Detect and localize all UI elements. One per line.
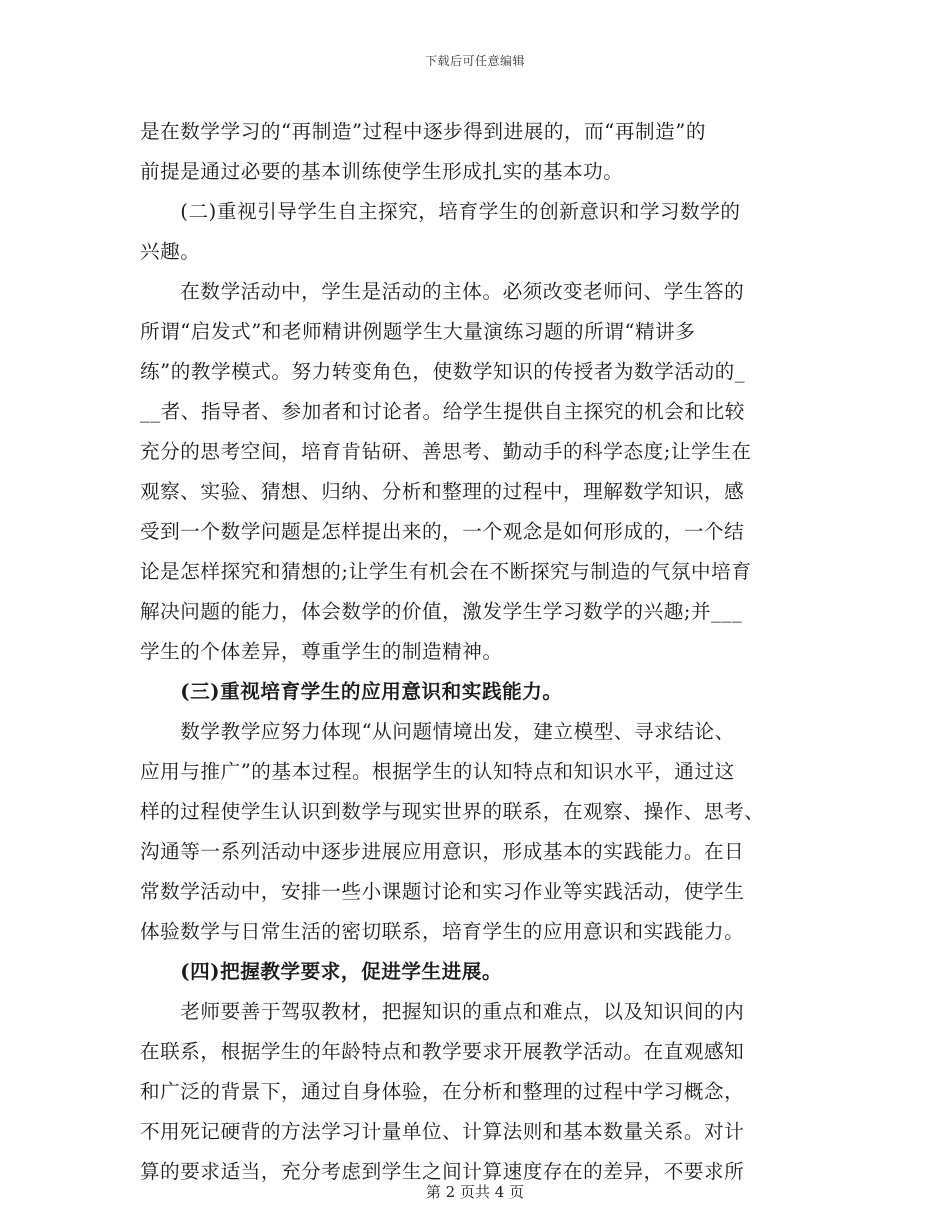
text-line: 老师要善于驾驭教材，把握知识的重点和难点，以及知识间的内 [140, 1000, 745, 1023]
text-line: 兴趣。 [140, 240, 201, 263]
section-heading-line: (四)把握教学要求，促进学生进展。 [140, 960, 503, 983]
page-number: 第 2 页共 4 页 [425, 1183, 525, 1201]
text-line: 沟通等一系列活动中逐步进展应用意识，形成基本的实践能力。在日 [140, 840, 745, 863]
text-line: 体验数学与日常生活的密切联系，培育学生的应用意识和实践能力。 [140, 920, 745, 943]
text-line: 练”的教学模式。努力转变角色，使数学知识的传授者为数学活动的_ [140, 360, 746, 383]
text-line: 样的过程使学生认识到数学与现实世界的联系，在观察、操作、思考、 [140, 800, 765, 823]
text-line: 算的要求适当，充分考虑到学生之间计算速度存在的差异，不要求所 [140, 1160, 745, 1183]
text-line: 解决问题的能力，体会数学的价值，激发学生学习数学的兴趣;并___ [140, 600, 743, 623]
text-line: 不用死记硬背的方法学习计量单位、计算法则和基本数量关系。对计 [140, 1120, 745, 1143]
text-line: 应用与推广”的基本过程。根据学生的认知特点和知识水平，通过这 [140, 760, 735, 783]
text-line: 在联系，根据学生的年龄特点和教学要求开展教学活动。在直观感知 [140, 1040, 745, 1063]
text-line: 是在数学学习的“再制造”过程中逐步得到进展的，而“再制造”的 [140, 120, 707, 143]
text-line: 常数学活动中，安排一些小课题讨论和实习作业等实践活动，使学生 [140, 880, 745, 903]
text-line: 前提是通过必要的基本训练使学生形成扎实的基本功。 [140, 160, 624, 183]
text-line: 和广泛的背景下，通过自身体验，在分析和整理的过程中学习概念， [140, 1080, 745, 1103]
document-body [140, 112, 812, 1192]
text-line: 在数学活动中，学生是活动的主体。必须改变老师问、学生答的 [140, 280, 745, 303]
text-line: 受到一个数学问题是怎样提出来的，一个观念是如何形成的，一个结 [140, 520, 745, 543]
text-line: 数学教学应努力体现“从问题情境出发，建立模型、寻求结论、 [140, 720, 735, 743]
text-line: 观察、实验、猜想、归纳、分析和整理的过程中，理解数学知识，感 [140, 480, 745, 503]
text-line: 学生的个体差异，尊重学生的制造精神。 [140, 640, 503, 663]
text-line: 论是怎样探究和猜想的;让学生有机会在不断探究与制造的气氛中培育 [140, 560, 752, 583]
page-header: 下载后可任意编辑 [424, 54, 525, 68]
text-line: 充分的思考空间，培育肯钻研、善思考、勤动手的科学态度;让学生在 [140, 440, 752, 463]
section-heading-line: (三)重视培育学生的应用意识和实践能力。 [140, 680, 563, 703]
text-line: (二)重视引导学生自主探究，培育学生的创新意识和学习数学的 [140, 200, 741, 223]
text-line: __者、指导者、参加者和讨论者。给学生提供自主探究的机会和比较 [140, 400, 745, 423]
text-line: 所谓“启发式”和老师精讲例题学生大量演练习题的所谓“精讲多 [140, 320, 696, 343]
